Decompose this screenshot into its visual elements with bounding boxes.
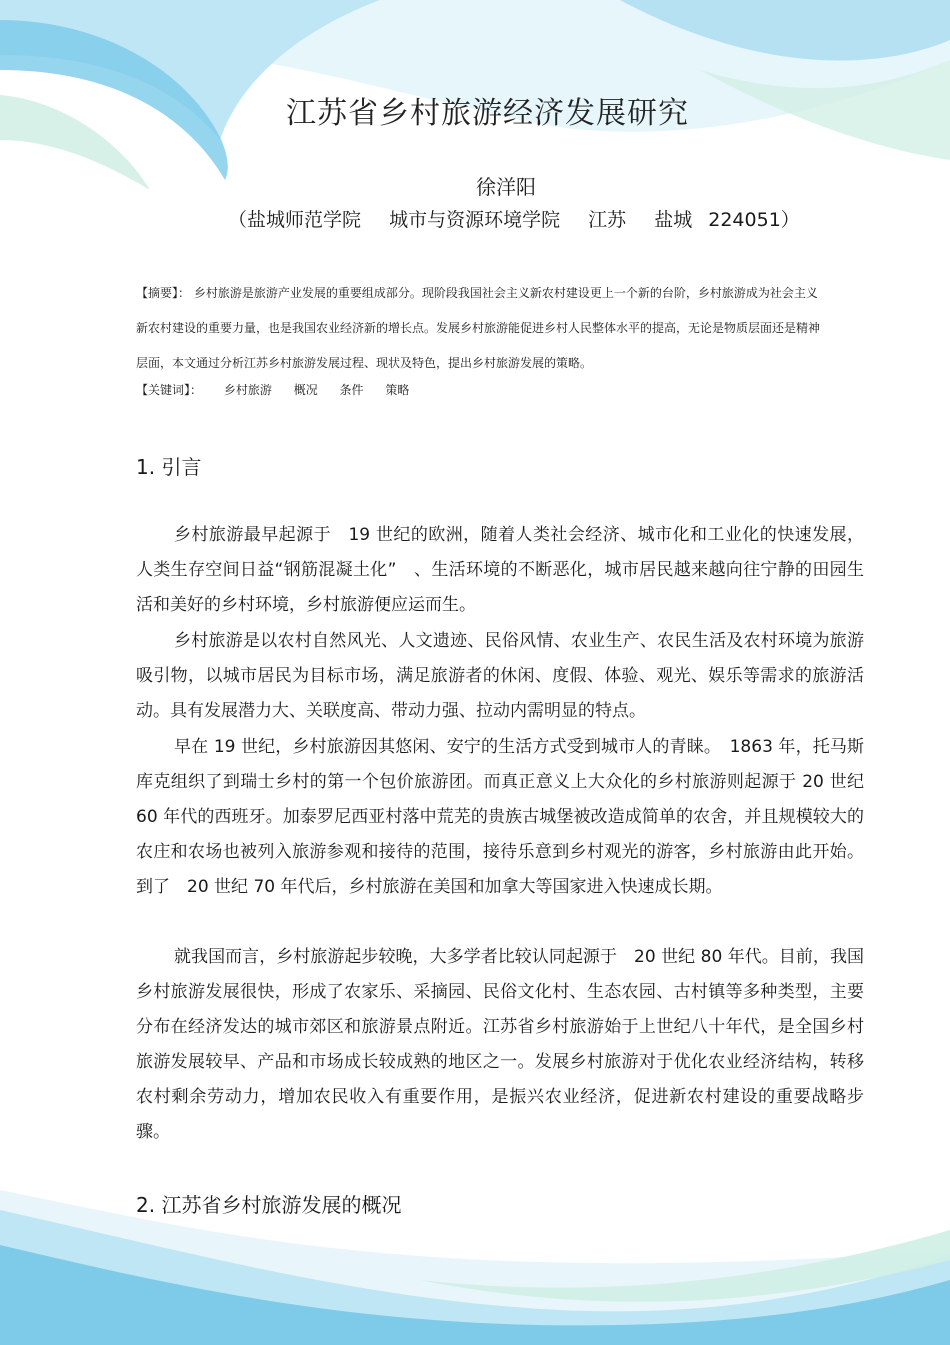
section-heading-introduction: 1. 引言 <box>136 455 202 479</box>
section-heading-overview: 2. 江苏省乡村旅游发展的概况 <box>136 1193 402 1217</box>
intro-paragraph-4: 就我国而言，乡村旅游起步较晚，大多学者比较认同起源于 20 世纪 80 年代。目前，我国乡村旅游发展很快，形成了农家乐、采摘园、民俗文化村、生态农园、古村镇等多种类型，主要分布在经济发达的城市郊区和旅游景点附近。江苏省乡村旅游始于上世纪八十年代，是全国乡村旅游发展较早、产品和市场成长较成熟的地区之一。发展乡村旅游对于优化农业经济结构，转移农村剩余劳动力，增加农民收入有重要作用，是振兴农业经济，促进新农村建设的重要战略步骤。 <box>136 947 864 1142</box>
abstract <box>136 276 826 381</box>
keywords <box>136 381 409 398</box>
affiliation-institution: （盐城师范学院 <box>228 209 362 231</box>
author-affiliation <box>228 205 822 232</box>
affiliation-province: 江苏 <box>588 209 627 231</box>
affiliation-school: 城市与资源环境学院 <box>389 209 561 231</box>
affiliation-city: 盐城 <box>654 209 693 231</box>
intro-paragraph-1: 乡村旅游最早起源于 19 世纪的欧洲，随着人类社会经济、城市化和工业化的快速发展，人类生存空间日益“钢筋混凝土化” 、生活环境的不断恶化，城市居民越来越向往宁静的田园生活和美好的乡村环境，乡村旅游便应运而生。 <box>136 525 864 615</box>
intro-paragraph-2: 乡村旅游是以农村自然风光、人文遗迹、民俗风情、农业生产、农民生活及农村环境为旅游吸引物，以城市居民为目标市场，满足旅游者的休闲、度假、体验、观光、娱乐等需求的旅游活动。具有发展潜力大、关联度高、带动力强、拉动内需明显的特点。 <box>136 631 864 721</box>
keyword-item: 条件 <box>339 383 364 397</box>
author-name: 徐洋阳 <box>476 175 536 199</box>
abstract-label: 【摘要】： <box>136 286 191 300</box>
keywords-label: 【关键词】： <box>136 383 203 397</box>
keyword-item: 策略 <box>385 383 410 397</box>
keyword-item: 乡村旅游 <box>223 383 272 397</box>
affiliation-postcode: 224051） <box>708 209 800 231</box>
abstract-text: 乡村旅游是旅游产业发展的重要组成部分。现阶段我国社会主义新农村建设更上一个新的台阶，乡村旅游成为社会主义新农村建设的重要力量，也是我国农业经济新的增长点。发展乡村旅游能促进乡村人民整体水平的提高，无论是物质层面还是精神层面，本文通过分析江苏乡村旅游发展过程、现状及特色，提出乡村旅游发展的策略。 <box>136 286 821 370</box>
keyword-item: 概况 <box>293 383 318 397</box>
paper-title: 江苏省乡村旅游经济发展研究 <box>286 96 689 131</box>
intro-paragraph-3: 早在 19 世纪，乡村旅游因其悠闲、安宁的生活方式受到城市人的青睐。 1863 年，托马斯库克组织了到瑞士乡村的第一个包价旅游团。而真正意义上大众化的乡村旅游则起源于 20 世纪 60 年代的西班牙。加泰罗尼西亚村落中荒芜的贵族古城堡被改造成简单的农舍，并且规模较大的农庄和农场也被列入旅游参观和接待的范围，接待乐意到乡村观光的游客，乡村旅游由此开始。到了 20 世纪 70 年代后，乡村旅游在美国和加拿大等国家进入快速成长期。 <box>136 737 864 897</box>
